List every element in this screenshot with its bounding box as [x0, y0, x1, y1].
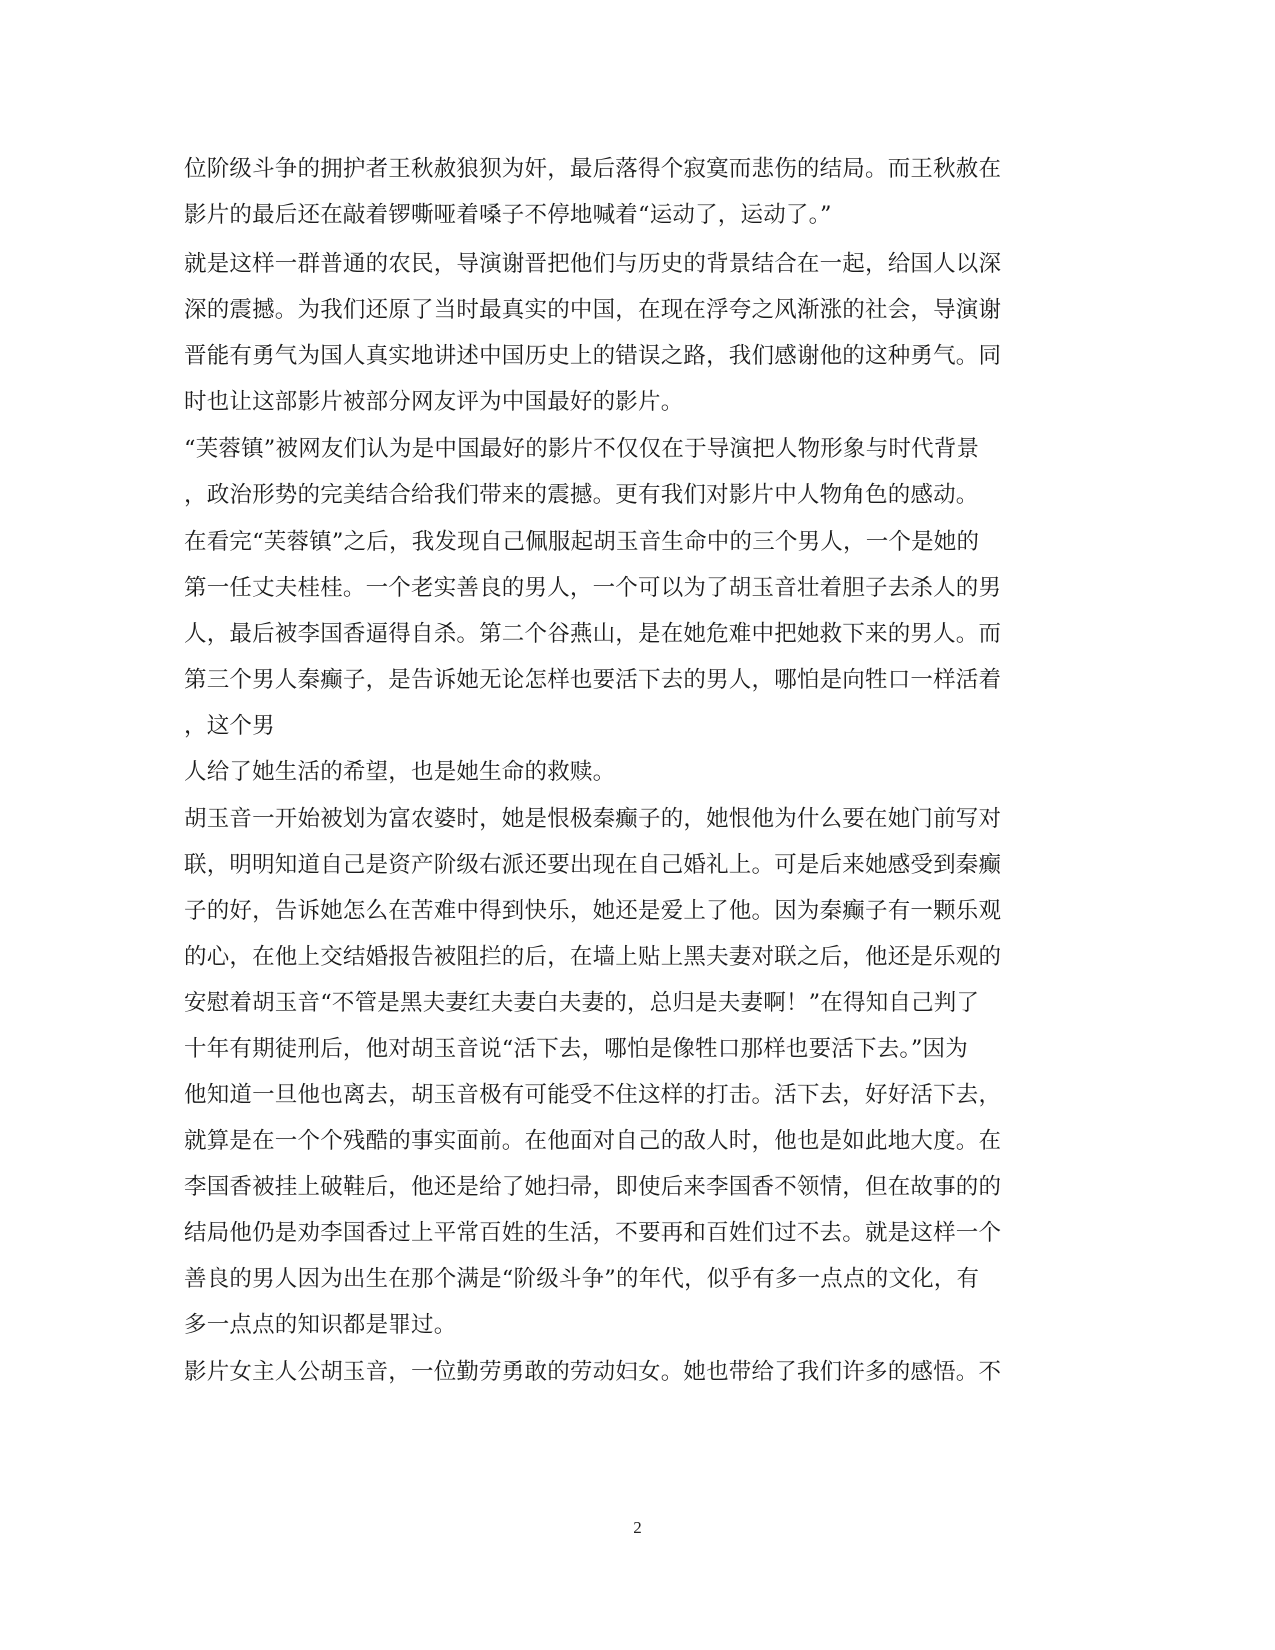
text-line: 时也让这部影片被部分网友评为中国最好的影片。: [184, 389, 684, 415]
text-line: 在看完“芙蓉镇”之后，我发现自己佩服起胡玉音生命中的三个男人，一个是她的: [184, 529, 980, 555]
text-line: 深的震撼。为我们还原了当时最真实的中国，在现在浮夸之风渐涨的社会，导演谢: [184, 297, 1002, 323]
text-line: 影片女主人公胡玉音，一位勤劳勇敢的劳动妇女。她也带给了我们许多的感悟。不: [184, 1359, 1002, 1385]
text-line: 十年有期徒刑后，他对胡玉音说“活下去，哪怕是像牲口那样也要活下去。”因为: [184, 1036, 968, 1062]
text-line: 位阶级斗争的拥护者王秋赦狼狈为奸，最后落得个寂寞而悲伤的结局。而王秋赦在: [184, 156, 1002, 182]
text-line: 影片的最后还在敲着锣嘶哑着嗓子不停地喊着“运动了，运动了。”: [184, 202, 832, 228]
text-line: 子的好，告诉她怎么在苦难中得到快乐，她还是爱上了他。因为秦癫子有一颗乐观: [184, 898, 1002, 924]
text-line: 他知道一旦他也离去，胡玉音极有可能受不住这样的打击。活下去，好好活下去，: [184, 1082, 1002, 1108]
text-line: 结局他仍是劝李国香过上平常百姓的生活，不要再和百姓们过不去。就是这样一个: [184, 1220, 1002, 1246]
page-number: 2: [633, 1518, 642, 1537]
text-line: ，政治形势的完美结合给我们带来的震撼。更有我们对影片中人物角色的感动。: [184, 482, 979, 508]
text-line: ，这个男: [184, 713, 275, 739]
text-line: “芙蓉镇”被网友们认为是中国最好的影片不仅仅在于导演把人物形象与时代背景: [184, 436, 980, 462]
text-line: 安慰着胡玉音“不管是黑夫妻红夫妻白夫妻的，总归是夫妻啊！”在得知自己判了: [184, 990, 980, 1016]
text-line: 人，最后被李国香逼得自杀。第二个谷燕山，是在她危难中把她救下来的男人。而: [184, 621, 1002, 647]
text-line: 联，明明知道自己是资产阶级右派还要出现在自己婚礼上。可是后来她感受到秦癫: [184, 852, 1002, 878]
text-line: 晋能有勇气为国人真实地讲述中国历史上的错误之路，我们感谢他的这种勇气。同: [184, 343, 1002, 369]
text-line: 第三个男人秦癫子，是告诉她无论怎样也要活下去的男人，哪怕是向牲口一样活着: [184, 667, 1002, 693]
text-line: 胡玉音一开始被划为富农婆时，她是恨极秦癫子的，她恨他为什么要在她门前写对: [184, 806, 1002, 832]
text-line: 的心，在他上交结婚报告被阻拦的后，在墙上贴上黑夫妻对联之后，他还是乐观的: [184, 944, 1002, 970]
text-line: 就算是在一个个残酷的事实面前。在他面对自己的敌人时，他也是如此地大度。在: [184, 1128, 1002, 1154]
text-line: 多一点点的知识都是罪过。: [184, 1312, 457, 1338]
text-line: 人给了她生活的希望，也是她生命的救赎。: [184, 759, 616, 785]
text-line: 第一任丈夫桂桂。一个老实善良的男人，一个可以为了胡玉音壮着胆子去杀人的男: [184, 575, 1002, 601]
text-line: 就是这样一群普通的农民，导演谢晋把他们与历史的背景结合在一起，给国人以深: [184, 251, 1002, 277]
text-line: 李国香被挂上破鞋后，他还是给了她扫帚，即使后来李国香不领情，但在故事的的: [184, 1174, 1002, 1200]
text-line: 善良的男人因为出生在那个满是“阶级斗争”的年代，似乎有多一点点的文化，有: [184, 1266, 980, 1292]
